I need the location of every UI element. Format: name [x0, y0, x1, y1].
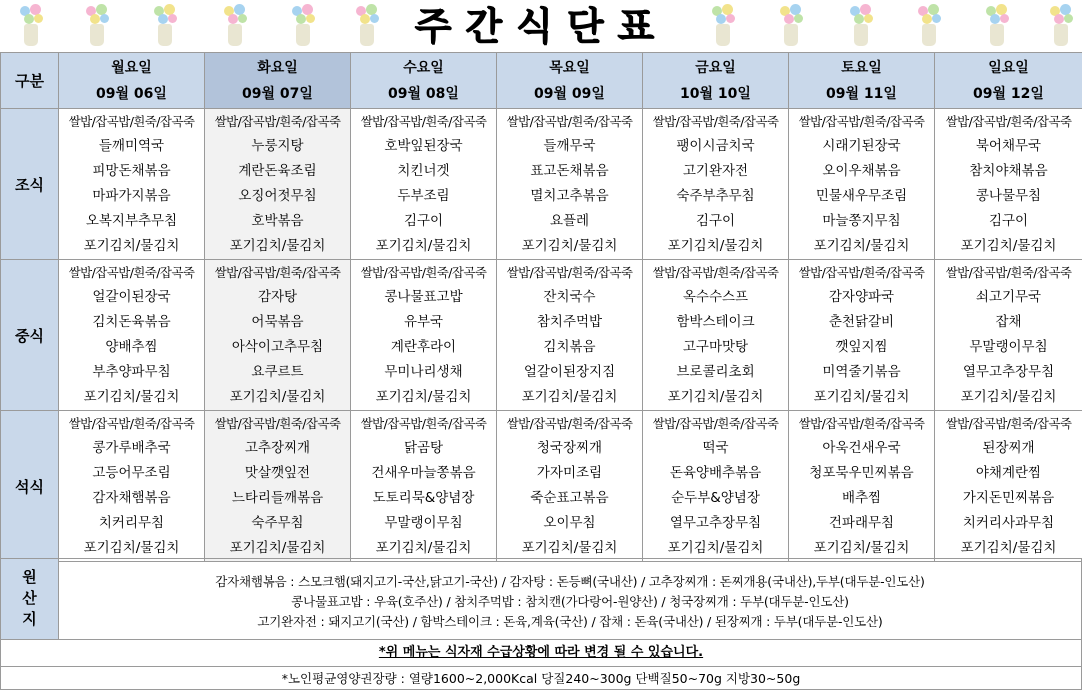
day-header: [59, 53, 205, 109]
menu-item: 포기김치/물김치: [375, 238, 472, 254]
menu-item: 쌀밥/잡곡밥/흰죽/잡곡죽: [360, 416, 487, 431]
day-date: 10월 10일: [680, 85, 751, 102]
menu-item: 청국장찌개: [536, 440, 603, 456]
menu-item: 마파가지볶음: [92, 188, 171, 204]
menu-item: 표고돈채볶음: [530, 163, 609, 179]
menu-item: 맛살깻잎전: [244, 465, 311, 481]
menu-item: 김구이: [695, 213, 736, 229]
menu-item: 유부국: [403, 314, 444, 330]
menu-item: 요쿠르트: [251, 364, 304, 380]
menu-item: 치커리사과무침: [962, 515, 1055, 531]
nutrition-text: *노인평균영양권장량 : 열량1600~2,000Kcal 당질240~300g 단백질50~70g 지방30~50g: [0, 666, 1082, 690]
menu-item: 어묵볶음: [251, 314, 304, 330]
menu-item: 포기김치/물김치: [667, 389, 764, 405]
menu-item: 포기김치/물김치: [375, 540, 472, 556]
menu-item: 깻잎지찜: [835, 339, 888, 355]
menu-item: 건새우마늘쫑볶음: [371, 465, 476, 481]
menu-item: 들깨미역국: [98, 138, 165, 154]
menu-item: 계란후라이: [390, 339, 457, 355]
menu-cell: [643, 260, 789, 411]
menu-item: 포기김치/물김치: [375, 389, 472, 405]
menu-item: 옥수수스프: [682, 289, 749, 305]
menu-item: 아삭이고추무침: [231, 339, 324, 355]
menu-table: [0, 52, 1082, 562]
menu-item: 청포묵우민찌볶음: [809, 465, 914, 481]
menu-item: 김치돈육볶음: [92, 314, 171, 330]
day-date: 09월 12일: [973, 85, 1044, 102]
menu-item: 두부조림: [397, 188, 450, 204]
menu-cell: [59, 260, 205, 411]
menu-item: 포기김치/물김치: [229, 389, 326, 405]
menu-item: 쌀밥/잡곡밥/흰죽/잡곡죽: [506, 265, 633, 280]
menu-item: 콩가루배추국: [92, 440, 171, 456]
menu-item: 돈육양배추볶음: [669, 465, 762, 481]
meal-label: 석식: [1, 411, 59, 562]
menu-item: 부추양파무침: [92, 364, 171, 380]
menu-item: 고추장찌개: [244, 440, 311, 456]
menu-item: 쇠고기무국: [975, 289, 1042, 305]
menu-item: 된장찌개: [982, 440, 1035, 456]
menu-item: 쌀밥/잡곡밥/흰죽/잡곡죽: [214, 114, 341, 129]
menu-item: 포기김치/물김치: [229, 238, 326, 254]
menu-item: 잔치국수: [543, 289, 596, 305]
menu-item: 콩나물무침: [975, 188, 1042, 204]
menu-item: 쌀밥/잡곡밥/흰죽/잡곡죽: [798, 265, 925, 280]
origin-line: 콩나물표고밥 : 우육(호주산) / 참치주먹밥 : 참치캔(가다랑어-원양산) / 청국장찌개 : 두부(대두분-인도산): [291, 594, 849, 609]
day-date: 09월 11일: [826, 85, 897, 102]
page-title: 주간식단표: [414, 4, 668, 48]
menu-item: 감자양파국: [828, 289, 895, 305]
menu-item: 아욱건새우국: [822, 440, 901, 456]
menu-item: 쌀밥/잡곡밥/흰죽/잡곡죽: [652, 265, 779, 280]
menu-item: 포기김치/물김치: [229, 540, 326, 556]
menu-cell: [205, 109, 351, 260]
menu-item: 포기김치/물김치: [83, 540, 180, 556]
day-header: [497, 53, 643, 109]
menu-item: 고등어무조림: [92, 465, 171, 481]
menu-item: 미역줄기볶음: [822, 364, 901, 380]
menu-item: 쌀밥/잡곡밥/흰죽/잡곡죽: [506, 114, 633, 129]
menu-item: 김구이: [403, 213, 444, 229]
menu-cell: [789, 109, 935, 260]
menu-item: 호박잎된장국: [384, 138, 463, 154]
menu-item: 콩나물표고밥: [384, 289, 463, 305]
menu-item: 야채계란찜: [975, 465, 1042, 481]
menu-item: 죽순표고볶음: [530, 490, 609, 506]
menu-item: 멸치고추볶음: [530, 188, 609, 204]
menu-item: 북어채무국: [975, 138, 1042, 154]
day-name: 금요일: [695, 59, 736, 76]
menu-cell: [351, 411, 497, 562]
menu-cell: [59, 411, 205, 562]
day-header: [789, 53, 935, 109]
menu-item: 건파래무침: [828, 515, 895, 531]
menu-item: 순두부&양념장: [671, 490, 760, 506]
menu-item: 요플레: [549, 213, 590, 229]
menu-item: 쌀밥/잡곡밥/흰죽/잡곡죽: [360, 265, 487, 280]
page-header: [0, 0, 1082, 52]
menu-item: 포기김치/물김치: [960, 540, 1057, 556]
origin-label-char: 지: [22, 610, 37, 628]
menu-item: 고구마맛탕: [682, 339, 749, 355]
menu-item: 들깨무국: [543, 138, 596, 154]
meal-label: 중식: [1, 260, 59, 411]
menu-item: 포기김치/물김치: [521, 238, 618, 254]
menu-item: 참치야채볶음: [969, 163, 1048, 179]
menu-item: 김치볶음: [543, 339, 596, 355]
menu-item: 양배추찜: [105, 339, 158, 355]
menu-item: 숙주무침: [251, 515, 304, 531]
menu-cell: [59, 109, 205, 260]
menu-cell: [789, 260, 935, 411]
origin-line: 고기완자전 : 돼지고기(국산) / 함박스테이크 : 돈육,계육(국산) / 잡채 : 돈육(국내산) / 된장찌개 : 두부(대두분-인도산): [257, 614, 883, 629]
meal-label: 조식: [1, 109, 59, 260]
meal-row: [1, 260, 1082, 411]
menu-item: 호박볶음: [251, 213, 304, 229]
menu-item: 열무고추장무침: [962, 364, 1055, 380]
menu-item: 쌀밥/잡곡밥/흰죽/잡곡죽: [360, 114, 487, 129]
day-date: 09월 07일: [242, 85, 313, 102]
day-name: 일요일: [988, 59, 1029, 76]
category-header: 구분: [1, 53, 59, 109]
menu-item: 쌀밥/잡곡밥/흰죽/잡곡죽: [214, 265, 341, 280]
menu-cell: [643, 411, 789, 562]
menu-item: 쌀밥/잡곡밥/흰죽/잡곡죽: [68, 416, 195, 431]
menu-cell: [497, 260, 643, 411]
menu-item: 계란돈육조림: [238, 163, 317, 179]
menu-item: 포기김치/물김치: [83, 389, 180, 405]
menu-cell: [935, 109, 1082, 260]
menu-cell: [205, 260, 351, 411]
menu-item: 치킨너겟: [397, 163, 450, 179]
day-header: [935, 53, 1082, 109]
menu-cell: [497, 109, 643, 260]
day-name: 월요일: [111, 59, 152, 76]
menu-item: 고기완자전: [682, 163, 749, 179]
menu-cell: [497, 411, 643, 562]
day-name: 토요일: [841, 59, 882, 76]
menu-item: 가자미조림: [536, 465, 603, 481]
menu-item: 도토리묵&양념장: [372, 490, 475, 506]
menu-item: 포기김치/물김치: [813, 540, 910, 556]
menu-item: 쌀밥/잡곡밥/흰죽/잡곡죽: [68, 114, 195, 129]
day-date: 09월 08일: [388, 85, 459, 102]
menu-item: 무말랭이무침: [969, 339, 1048, 355]
menu-item: 쌀밥/잡곡밥/흰죽/잡곡죽: [68, 265, 195, 280]
menu-item: 시래기된장국: [822, 138, 901, 154]
meal-row: [1, 411, 1082, 562]
menu-item: 잡채: [995, 314, 1022, 330]
menu-item: 팽이시금치국: [676, 138, 755, 154]
menu-item: 포기김치/물김치: [667, 238, 764, 254]
menu-item: 포기김치/물김치: [813, 238, 910, 254]
menu-item: 누룽지탕: [251, 138, 304, 154]
menu-item: 포기김치/물김치: [521, 540, 618, 556]
menu-item: 춘천닭갈비: [828, 314, 895, 330]
menu-item: 무미나리생채: [384, 364, 463, 380]
menu-item: 가지돈민찌볶음: [962, 490, 1055, 506]
menu-item: 포기김치/물김치: [667, 540, 764, 556]
menu-item: 포기김치/물김치: [83, 238, 180, 254]
meal-row: [1, 109, 1082, 260]
menu-item: 쌀밥/잡곡밥/흰죽/잡곡죽: [945, 114, 1072, 129]
day-header: [643, 53, 789, 109]
menu-item: 쌀밥/잡곡밥/흰죽/잡곡죽: [798, 114, 925, 129]
day-header: [351, 53, 497, 109]
origin-section: [0, 558, 1082, 640]
origin-label: [1, 559, 59, 639]
day-date: 09월 09일: [534, 85, 605, 102]
menu-item: 김구이: [988, 213, 1029, 229]
menu-item: 마늘쫑지무침: [822, 213, 901, 229]
menu-item: 감자탕: [257, 289, 298, 305]
menu-item: 배추찜: [841, 490, 882, 506]
day-header: [205, 53, 351, 109]
day-name: 수요일: [403, 59, 444, 76]
menu-item: 얼갈이된장국: [92, 289, 171, 305]
origin-body: [59, 559, 1081, 639]
menu-item: 느타리들깨볶음: [231, 490, 324, 506]
menu-item: 오복지부추무침: [85, 213, 178, 229]
origin-label-char: 원: [22, 568, 37, 586]
menu-item: 쌀밥/잡곡밥/흰죽/잡곡죽: [945, 416, 1072, 431]
menu-item: 포기김치/물김치: [960, 238, 1057, 254]
menu-item: 포기김치/물김치: [521, 389, 618, 405]
menu-item: 쌀밥/잡곡밥/흰죽/잡곡죽: [506, 416, 633, 431]
menu-item: 감자채햄볶음: [92, 490, 171, 506]
notice-text: *위 메뉴는 식자재 수급상황에 따라 변경 될 수 있습니다.: [0, 640, 1082, 666]
menu-item: 숙주부추무침: [676, 188, 755, 204]
menu-item: 무말랭이무침: [384, 515, 463, 531]
menu-item: 쌀밥/잡곡밥/흰죽/잡곡죽: [652, 114, 779, 129]
menu-cell: [935, 260, 1082, 411]
menu-item: 얼갈이된장지짐: [523, 364, 616, 380]
day-name: 목요일: [549, 59, 590, 76]
day-date: 09월 06일: [96, 85, 167, 102]
menu-item: 오이무침: [543, 515, 596, 531]
menu-item: 쌀밥/잡곡밥/흰죽/잡곡죽: [798, 416, 925, 431]
menu-item: 떡국: [702, 440, 729, 456]
menu-item: 브로콜리초회: [676, 364, 755, 380]
menu-item: 오징어젓무침: [238, 188, 317, 204]
menu-item: 열무고추장무침: [669, 515, 762, 531]
menu-cell: [351, 109, 497, 260]
origin-label-char: 산: [22, 589, 37, 607]
menu-item: 참치주먹밥: [536, 314, 603, 330]
menu-item: 민물새우무조림: [815, 188, 908, 204]
day-header-row: [1, 53, 1082, 109]
menu-item: 피망돈채볶음: [92, 163, 171, 179]
day-name: 화요일: [257, 59, 298, 76]
menu-cell: [935, 411, 1082, 562]
menu-item: 오이우채볶음: [822, 163, 901, 179]
menu-item: 닭곰탕: [403, 440, 444, 456]
origin-line: 감자채햄볶음 : 스모크햄(돼지고기-국산,닭고기-국산) / 감자탕 : 돈등뼈(국내산) / 고추장찌개 : 돈찌개용(국내산),두부(대두분-인도산): [215, 574, 925, 589]
menu-cell: [351, 260, 497, 411]
menu-item: 함박스테이크: [676, 314, 755, 330]
menu-item: 포기김치/물김치: [813, 389, 910, 405]
menu-item: 치커리무침: [98, 515, 165, 531]
menu-cell: [789, 411, 935, 562]
menu-item: 쌀밥/잡곡밥/흰죽/잡곡죽: [652, 416, 779, 431]
menu-item: 쌀밥/잡곡밥/흰죽/잡곡죽: [945, 265, 1072, 280]
menu-cell: [643, 109, 789, 260]
menu-cell: [205, 411, 351, 562]
menu-item: 쌀밥/잡곡밥/흰죽/잡곡죽: [214, 416, 341, 431]
menu-item: 포기김치/물김치: [960, 389, 1057, 405]
